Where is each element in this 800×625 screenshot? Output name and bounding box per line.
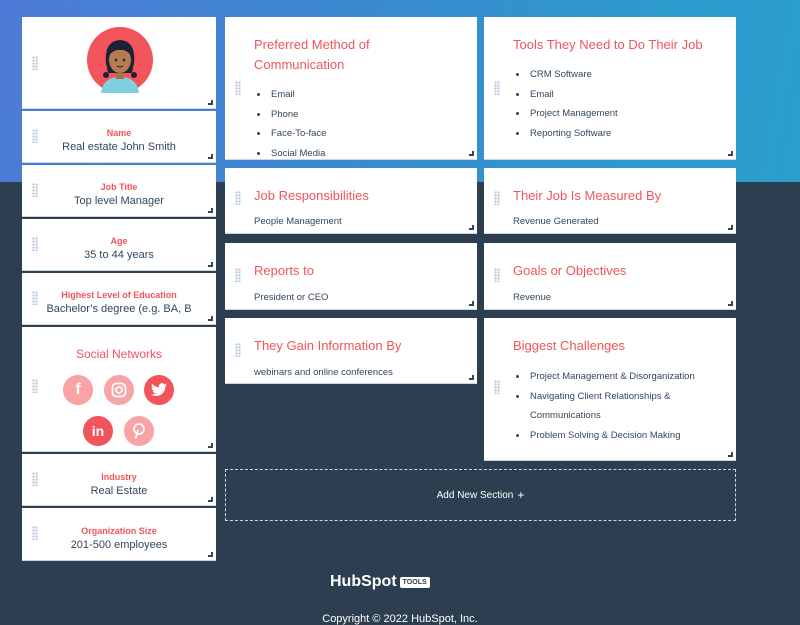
drag-handle-icon[interactable] — [494, 380, 500, 394]
avatar-card — [22, 17, 216, 109]
section-title: They Gain Information By — [254, 338, 402, 353]
facebook-icon[interactable]: f — [63, 375, 93, 405]
linkedin-icon[interactable]: in — [83, 416, 113, 446]
twitter-icon[interactable] — [144, 375, 174, 405]
list-item: • Email — [269, 85, 467, 105]
pinterest-icon[interactable] — [124, 416, 154, 446]
tools-badge: TOOLS — [400, 577, 430, 588]
resize-handle-icon[interactable] — [208, 208, 213, 213]
social-networks-card — [22, 327, 216, 452]
list-item: • Project Management — [528, 104, 726, 124]
field-label: Highest Level of Education — [61, 290, 177, 300]
section-title: Biggest Challenges — [513, 338, 626, 353]
job-title-field-card[interactable] — [22, 165, 216, 217]
resize-handle-icon[interactable] — [728, 452, 733, 457]
plus-icon: + — [517, 488, 525, 502]
tools-list — [528, 65, 726, 143]
list-item: • Project Management & Disorganization — [528, 367, 713, 387]
hubspot-logo[interactable] — [330, 572, 430, 592]
social-networks-title: Social Networks — [75, 347, 163, 361]
field-value: 201-500 employees — [70, 539, 168, 551]
challenges-section[interactable] — [484, 318, 736, 461]
hubspot-logo-text: HubSpot — [330, 573, 397, 590]
list-item: • Social Media — [269, 144, 467, 161]
section-title: Preferred Method of Communication — [254, 37, 370, 72]
drag-handle-icon[interactable] — [32, 56, 38, 70]
section-title: Tools They Need to Do Their Job — [513, 37, 703, 52]
measured-by-section[interactable] — [484, 168, 736, 234]
drag-handle-icon[interactable] — [32, 379, 38, 393]
list-item: • Email — [528, 85, 726, 105]
section-text: webinars and online conferences — [254, 367, 393, 378]
organization-size-field-card[interactable] — [22, 508, 216, 561]
list-item: • Reporting Software — [528, 124, 726, 144]
field-label: Job Title — [100, 182, 138, 192]
resize-handle-icon[interactable] — [208, 100, 213, 105]
instagram-icon[interactable] — [104, 375, 134, 405]
name-field-card[interactable] — [22, 111, 216, 163]
resize-handle-icon[interactable] — [469, 151, 474, 156]
add-new-section-button[interactable] — [225, 469, 736, 521]
field-value: Top level Manager — [74, 195, 164, 207]
field-value: Real Estate — [90, 485, 148, 497]
list-item: • Phone — [269, 105, 467, 125]
drag-handle-icon[interactable] — [494, 81, 500, 95]
field-value: 35 to 44 years — [84, 249, 154, 261]
resize-handle-icon[interactable] — [728, 151, 733, 156]
communication-list — [269, 85, 467, 160]
tools-section[interactable] — [484, 17, 736, 160]
resize-handle-icon[interactable] — [469, 225, 474, 230]
resize-handle-icon[interactable] — [728, 225, 733, 230]
list-item: • CRM Software — [528, 65, 726, 85]
avatar — [87, 27, 153, 93]
section-text: Revenue — [513, 292, 552, 303]
list-item: • Problem Solving & Decision Making — [528, 426, 713, 446]
section-title: Reports to — [254, 263, 314, 278]
drag-handle-icon[interactable] — [494, 191, 500, 205]
resize-handle-icon[interactable] — [208, 316, 213, 321]
resize-handle-icon[interactable] — [208, 552, 213, 557]
resize-handle-icon[interactable] — [469, 301, 474, 306]
resize-handle-icon[interactable] — [208, 443, 213, 448]
industry-field-card[interactable] — [22, 454, 216, 506]
add-new-section-label: Add New Section — [436, 489, 514, 501]
resize-handle-icon[interactable] — [208, 497, 213, 502]
section-text: People Management — [254, 216, 342, 227]
drag-handle-icon[interactable] — [494, 268, 500, 282]
challenges-list — [528, 367, 713, 445]
list-item: • Face-To-face — [269, 124, 467, 144]
responsibilities-section[interactable] — [225, 168, 477, 234]
information-section[interactable] — [225, 318, 477, 384]
reports-to-section[interactable] — [225, 243, 477, 310]
drag-handle-icon[interactable] — [235, 343, 241, 357]
education-field-card[interactable] — [22, 273, 216, 325]
field-value: Bachelor’s degree (e.g. BA, B — [46, 303, 192, 315]
section-title: Goals or Objectives — [513, 263, 627, 278]
drag-handle-icon[interactable] — [235, 191, 241, 205]
section-text: President or CEO — [254, 292, 329, 303]
resize-handle-icon[interactable] — [208, 262, 213, 267]
goals-section[interactable] — [484, 243, 736, 310]
drag-handle-icon[interactable] — [235, 81, 241, 95]
field-value: Real estate John Smith — [62, 141, 176, 153]
resize-handle-icon[interactable] — [728, 301, 733, 306]
field-label: Age — [110, 236, 128, 246]
age-field-card[interactable] — [22, 219, 216, 271]
list-item: • Navigating Client Relationships & Communications — [528, 387, 713, 426]
resize-handle-icon[interactable] — [469, 375, 474, 380]
section-text: Revenue Generated — [513, 216, 599, 227]
copyright-text: Copyright © 2022 HubSpot, Inc. — [322, 613, 478, 625]
field-label: Name — [106, 128, 132, 138]
section-title: Job Responsibilities — [254, 188, 369, 203]
resize-handle-icon[interactable] — [208, 154, 213, 159]
communication-section[interactable] — [225, 17, 477, 160]
drag-handle-icon[interactable] — [235, 268, 241, 282]
field-label: Industry — [101, 472, 137, 482]
field-label: Organization Size — [81, 526, 157, 536]
section-title: Their Job Is Measured By — [513, 188, 662, 203]
